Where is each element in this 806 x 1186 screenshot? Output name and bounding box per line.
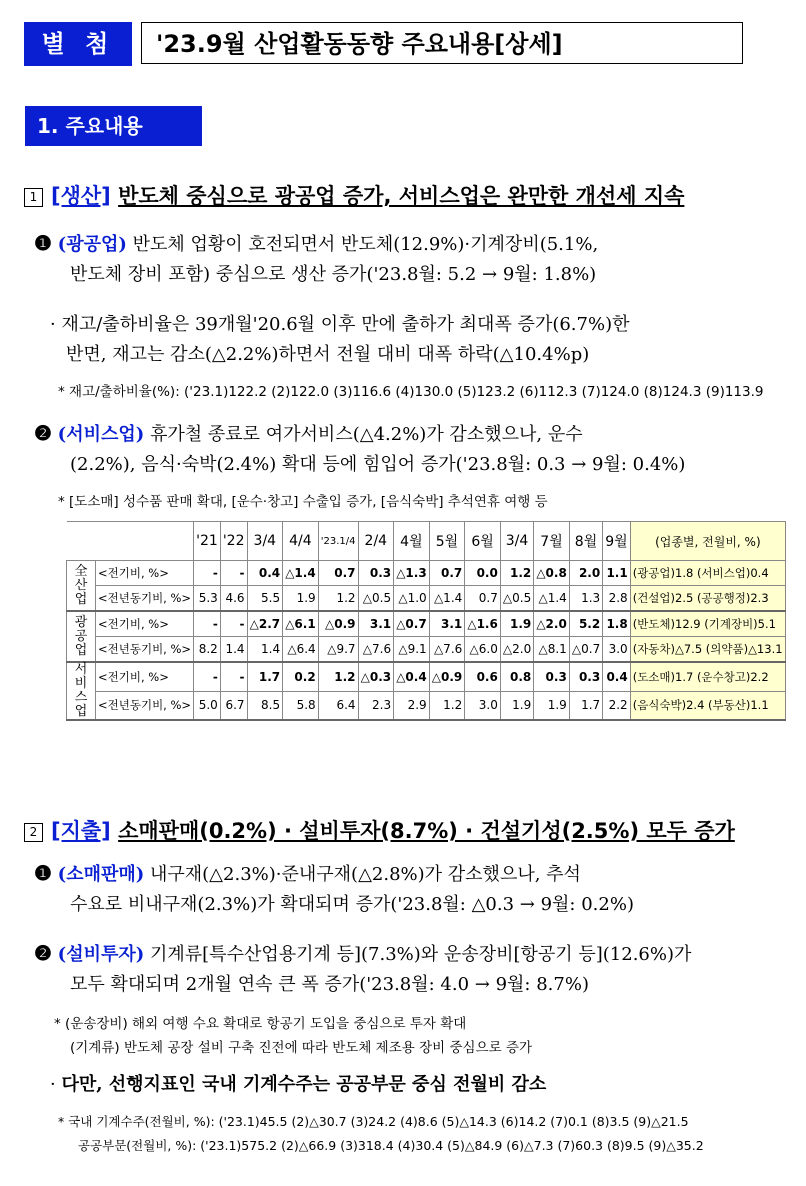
bullet-1-icon: ❶ (34, 861, 52, 885)
table-cell: 3.0 (603, 637, 631, 663)
dot-icon: · (50, 1074, 56, 1095)
table-row-label: <전기비, %> (96, 561, 194, 586)
retail-tag: (소매판매) (57, 864, 145, 885)
table-cell: - (194, 611, 221, 637)
table-cell: - (194, 662, 221, 691)
retail-line1: 내구재(△2.3%)·준내구재(△2.8%)가 감소했으나, 추석 (150, 864, 581, 885)
table-cell: △0.3 (358, 662, 394, 691)
machinery-note: (기계류) 반도체 공장 설비 구축 진전에 따라 반도체 제조용 장비 중심으로 증가 (70, 1040, 533, 1056)
dot-icon: · (50, 314, 56, 335)
table-header: '22 (220, 522, 247, 561)
table-cell: 5.2 (569, 611, 602, 637)
item1-title: 반도체 중심으로 광공업 증가, 서비스업은 완만한 개선세 지속 (118, 184, 685, 208)
table-header: 6월 (465, 522, 501, 561)
table-cell: 2.0 (569, 561, 602, 586)
retail-line2: 수요로 비내구재(2.3%)가 확대되며 증가('23.8월: △0.3 → 9월: 0.2%) (70, 894, 634, 915)
table-header: 3/4 (247, 522, 283, 561)
table-header: 7월 (534, 522, 570, 561)
bullet-2-icon: ❷ (34, 421, 52, 445)
table-cell: 0.3 (534, 662, 570, 691)
table-cell: 5.3 (194, 586, 221, 612)
table-cell: 0.4 (603, 662, 631, 691)
table-cell: 6.4 (318, 691, 358, 720)
mining-line2: 반도체 장비 포함) 중심으로 생산 증가('23.8월: 5.2 → 9월: 1.8%) (70, 264, 597, 285)
table-header: 8월 (569, 522, 602, 561)
table-cell: △2.7 (247, 611, 283, 637)
orders-note: * 국내 기계수주(전월비, %): ('23.1)45.5 (2)△30.7 (3)24.2 (4)8.6 (5)△14.3 (6)14.2 (7)0.1 (8)3.5 (9)△21.5 (58, 1114, 689, 1129)
table-row (67, 691, 786, 720)
table-cell: 3.1 (429, 611, 465, 637)
table-cell: △0.7 (394, 611, 430, 637)
table-cell: - (220, 611, 247, 637)
transport-note: * (운송장비) 해외 여행 수요 확대로 항공기 도입을 중심으로 투자 확대 (54, 1016, 467, 1032)
table-cell: 5.0 (194, 691, 221, 720)
table-cell: 1.8 (603, 611, 631, 637)
table-cell: △6.0 (465, 637, 501, 663)
service-tag: (서비스업) (57, 424, 145, 445)
table-cell: 4.6 (220, 586, 247, 612)
table-cell: 0.3 (358, 561, 394, 586)
table-cell: 2.2 (603, 691, 631, 720)
service-line2: (2.2%), 음식·숙박(2.4%) 확대 등에 힘입어 증가('23.8월: 0.3 → 9월: 0.4%) (70, 454, 686, 475)
attachment-badge: 별 첨 (24, 22, 132, 66)
table-row (67, 561, 786, 586)
inventory-line2: 반면, 재고는 감소(△2.2%)하면서 전월 대비 대폭 하락(△10.4%p) (66, 344, 590, 365)
table-cell: △0.9 (429, 662, 465, 691)
investment-line1: 기계류[특수산업용기계 등](7.3%)와 운송장비[항공기 등](12.6%)가 (150, 944, 692, 965)
table-side-note: (도소매)1.7 (운수창고)2.2 (630, 662, 785, 691)
machinery-order-bullet (50, 1070, 546, 1100)
table-cell: 0.4 (247, 561, 283, 586)
table-cell: 1.4 (220, 637, 247, 663)
table-side-note: (광공업)1.8 (서비스업)0.4 (630, 561, 785, 586)
item1-tag: [생산] (51, 184, 111, 208)
service-note: * [도소매] 성수품 판매 확대, [운수·창고] 수출입 증가, [음식숙박] 추석연휴 여행 등 (58, 494, 548, 510)
page-title: '23.9월 산업활동동향 주요내용[상세] (141, 22, 743, 64)
table-cell: △0.5 (500, 586, 533, 612)
item2-title: 소매판매(0.2%) · 설비투자(8.7%) · 건설기성(2.5%) 모두 증가 (118, 819, 735, 843)
table-header-row (67, 522, 786, 561)
table-row-label: <전년동기비, %> (96, 691, 194, 720)
item2-number: 2 (24, 823, 43, 842)
table-cell: △0.8 (534, 561, 570, 586)
table-cell: 5.8 (283, 691, 319, 720)
mining-tag: (광공업) (57, 234, 127, 255)
investment-paragraph (34, 938, 804, 1000)
table-cell: - (194, 561, 221, 586)
table-cell: 0.7 (465, 586, 501, 612)
table-cell: △6.4 (283, 637, 319, 663)
item1-mining-paragraph (34, 228, 804, 290)
table-cell: 1.2 (318, 662, 358, 691)
investment-line2: 모두 확대되며 2개월 연속 큰 폭 증가('23.8월: 4.0 → 9월: 8.7%) (70, 974, 589, 995)
table-cell: 5.5 (247, 586, 283, 612)
table-header: 5월 (429, 522, 465, 561)
table-cell: - (220, 662, 247, 691)
retail-paragraph (34, 858, 804, 920)
table-cell: 6.7 (220, 691, 247, 720)
table-cell: △1.4 (283, 561, 319, 586)
table-header: 2/4 (358, 522, 394, 561)
table-row-label: <전기비, %> (96, 662, 194, 691)
table-side-note: (반도체)12.9 (기계장비)5.1 (630, 611, 785, 637)
table-row (67, 662, 786, 691)
table-row-label: <전년동기비, %> (96, 637, 194, 663)
table-cell: △0.5 (358, 586, 394, 612)
table-cell: 1.2 (500, 561, 533, 586)
table-cell: 1.9 (500, 611, 533, 637)
table-cell: △0.7 (569, 637, 602, 663)
item2-tag: [지출] (51, 819, 111, 843)
table-cell: 2.9 (394, 691, 430, 720)
table-header: '23.1/4 (318, 522, 358, 561)
table-cell: 1.9 (534, 691, 570, 720)
table-category: 광공업 (67, 611, 96, 662)
table-cell: 0.8 (500, 662, 533, 691)
service-line1: 휴가철 종료로 여가서비스(△4.2%)가 감소했으나, 운수 (150, 424, 583, 445)
table-row (67, 586, 786, 612)
table-cell: △7.6 (358, 637, 394, 663)
table-cell: - (220, 561, 247, 586)
table-cell: △0.9 (318, 611, 358, 637)
table-header: 3/4 (500, 522, 533, 561)
table-cell: 0.0 (465, 561, 501, 586)
table-side-note: (자동차)△7.5 (의약품)△13.1 (630, 637, 785, 663)
table-cell: 0.3 (569, 662, 602, 691)
table-header: '21 (194, 522, 221, 561)
table-side-note: (건설업)2.5 (공공행정)2.3 (630, 586, 785, 612)
table-cell: 1.9 (500, 691, 533, 720)
table-row (67, 637, 786, 663)
bullet-2-icon: ❷ (34, 941, 52, 965)
table-side-note: (음식숙박)2.4 (부동산)1.1 (630, 691, 785, 720)
table-cell: △7.6 (429, 637, 465, 663)
table-cell: 1.2 (318, 586, 358, 612)
table-cell: △0.4 (394, 662, 430, 691)
table-cell: △1.4 (429, 586, 465, 612)
table-cell: 2.8 (603, 586, 631, 612)
item1-number: 1 (24, 188, 43, 207)
table-corner (67, 522, 194, 561)
table-cell: △2.0 (534, 611, 570, 637)
table-cell: 0.6 (465, 662, 501, 691)
table-cell: 0.2 (283, 662, 319, 691)
table-header: 4월 (394, 522, 430, 561)
table-cell: △9.7 (318, 637, 358, 663)
table-cell: 0.7 (429, 561, 465, 586)
table-cell: 1.7 (569, 691, 602, 720)
table-cell: 1.7 (247, 662, 283, 691)
table-cell: 2.3 (358, 691, 394, 720)
table-cell: 1.1 (603, 561, 631, 586)
table-cell: △1.0 (394, 586, 430, 612)
section-label: 1. 주요내용 (25, 106, 202, 146)
table-cell: △1.6 (465, 611, 501, 637)
table-header: 9월 (603, 522, 631, 561)
table-cell: △2.0 (500, 637, 533, 663)
table-cell: △1.4 (534, 586, 570, 612)
table-cell: △9.1 (394, 637, 430, 663)
table-cell: △1.3 (394, 561, 430, 586)
bullet-1-icon: ❶ (34, 231, 52, 255)
item1-service-paragraph (34, 418, 804, 480)
table-cell: 1.2 (429, 691, 465, 720)
table-cell: 3.0 (465, 691, 501, 720)
table-cell: △8.1 (534, 637, 570, 663)
table-cell: 0.7 (318, 561, 358, 586)
table-header: (업종별, 전월비, %) (630, 522, 785, 561)
table-row-label: <전년동기비, %> (96, 586, 194, 612)
table-cell: 8.2 (194, 637, 221, 663)
table-category: 서비스업 (67, 662, 96, 720)
table-row (67, 611, 786, 637)
table-cell: △6.1 (283, 611, 319, 637)
industry-table (66, 521, 786, 721)
public-orders-note: 공공부문(전월비, %): ('23.1)575.2 (2)△66.9 (3)318.4 (4)30.4 (5)△84.9 (6)△7.3 (7)60.3 (8)9.5 (9)△35.2 (78, 1138, 704, 1153)
item2-heading (24, 815, 735, 845)
table-row-label: <전기비, %> (96, 611, 194, 637)
inventory-note: * 재고/출하비율(%): ('23.1)122.2 (2)122.0 (3)116.6 (4)130.0 (5)123.2 (6)112.3 (7)124.0 (8)124.3 (9)113.9 (58, 384, 764, 400)
inventory-line1: 재고/출하비율은 39개월'20.6월 이후 만에 출하가 최대폭 증가(6.7%)한 (61, 314, 630, 335)
table-cell: 1.9 (283, 586, 319, 612)
table-header: 4/4 (283, 522, 319, 561)
table-cell: 3.1 (358, 611, 394, 637)
table-cell: 1.4 (247, 637, 283, 663)
table-cell: 8.5 (247, 691, 283, 720)
machinery-order-text: 다만, 선행지표인 국내 기계수주는 공공부문 중심 전월비 감소 (61, 1074, 547, 1095)
mining-line1: 반도체 업황이 호전되면서 반도체(12.9%)·기계장비(5.1%, (132, 234, 599, 255)
inventory-bullet (50, 310, 630, 370)
table-category: 全산업 (67, 561, 96, 612)
investment-tag: (설비투자) (57, 944, 145, 965)
item1-heading (24, 180, 684, 210)
table-cell: 1.3 (569, 586, 602, 612)
